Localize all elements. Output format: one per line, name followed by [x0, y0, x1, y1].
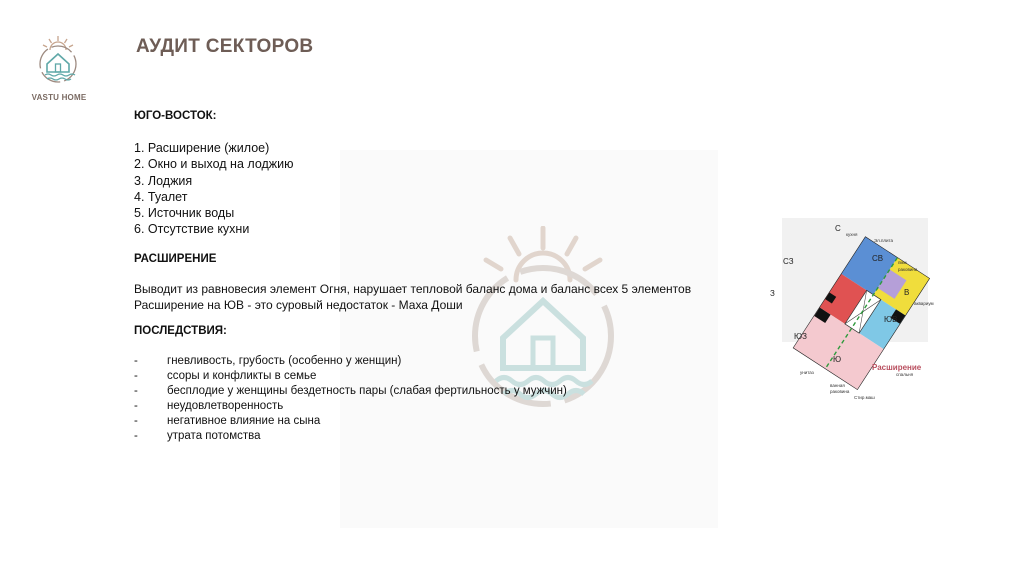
- list-item: - неудовлетворенность: [134, 400, 284, 412]
- floor-plan-diagram: [764, 212, 974, 432]
- list-item: - бесплодие у женщины бездетность пары (слабая фертильность у мужчин): [134, 385, 567, 397]
- list-item: 1. Расширение (жилое): [134, 141, 270, 155]
- extension-text: [134, 282, 754, 313]
- room-label: унитаз: [800, 370, 814, 375]
- room-label: ванная: [830, 383, 845, 388]
- room-label: спальня: [896, 372, 914, 377]
- extension-zone-label: Расширение: [872, 363, 922, 372]
- room-label: кухня: [846, 232, 858, 237]
- room-label: раковина: [898, 267, 918, 272]
- room-label: раковина: [830, 389, 850, 394]
- vastu-home-logo: [28, 34, 88, 106]
- dir-nw: СЗ: [783, 257, 794, 266]
- list-item: - ссоры и конфликты в семье: [134, 370, 317, 382]
- house-sun-logo-icon: [36, 34, 80, 90]
- list-item: 6. Отсутствие кухни: [134, 222, 250, 237]
- room-label: Стир.маш: [854, 395, 875, 400]
- watermark-panel: [340, 150, 718, 528]
- dir-s: Ю: [833, 355, 842, 364]
- southeast-heading: ЮГО-ВОСТОК:: [134, 110, 217, 122]
- extension-heading: РАСШИРЕНИЕ: [134, 253, 217, 265]
- room-label: пмм: [898, 260, 907, 265]
- list-item: 4. Туалет: [134, 189, 188, 204]
- dir-e: В: [904, 288, 910, 297]
- list-item: 2. Окно и выход на лоджию: [134, 157, 294, 172]
- list-item: 5. Источник воды: [134, 206, 235, 221]
- extension-line: Выводит из равновесия элемент Огня, нарушает тепловой баланс дома и баланс всех 5 элементов: [134, 282, 692, 296]
- slide-title: АУДИТ СЕКТОРОВ: [136, 36, 314, 57]
- extension-line: Расширение на ЮВ - это суровый недостаток - Маха Доши: [134, 297, 463, 312]
- logo-text: VASTU HOME: [31, 93, 87, 102]
- list-item: - утрата потомства: [134, 430, 261, 442]
- list-item: 3. Лоджия: [134, 173, 193, 188]
- room-label: аквариум: [914, 301, 934, 306]
- dir-ne: СВ: [872, 254, 884, 263]
- list-item: - негативное влияние на сына: [134, 415, 321, 427]
- southeast-list: [134, 140, 294, 238]
- dir-n: С: [835, 224, 841, 233]
- list-item: - гневливость, грубость (особенно у женщин): [134, 355, 402, 367]
- room-label: Эл.плита: [874, 238, 894, 243]
- dir-se: ЮВ: [884, 315, 898, 324]
- consequences-heading: ПОСЛЕДСТВИЯ:: [134, 325, 227, 337]
- dir-sw: ЮЗ: [794, 332, 807, 341]
- consequences-list: [134, 354, 567, 444]
- dir-w: З: [770, 289, 775, 298]
